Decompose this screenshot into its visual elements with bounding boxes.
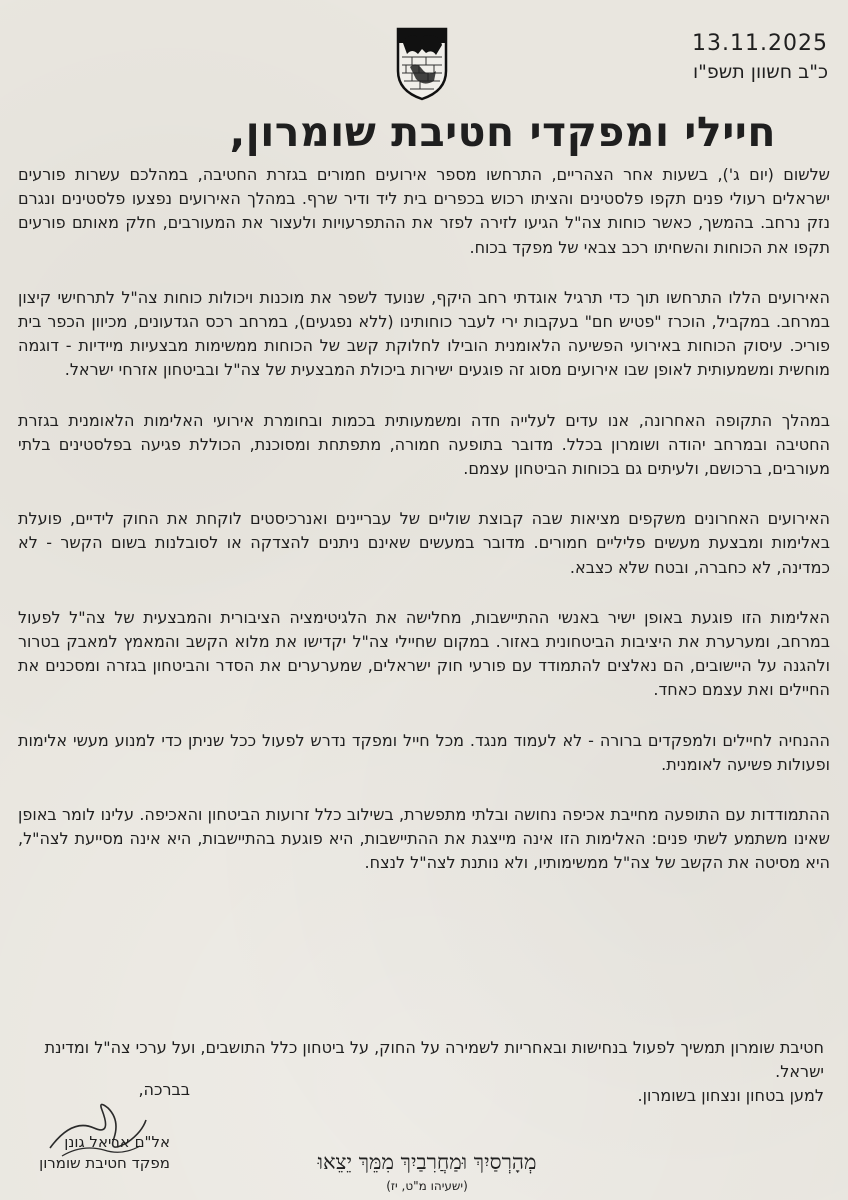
closing-slogan: למען בטחון ונצחון בשומרון. xyxy=(637,1086,824,1106)
body-paragraph-6: ההנחיה לחיילים ולמפקדים ברורה - לא לעמוד מנגד. מכל חייל ומפקד נדרש לפעול ככל שניתן כדי למנוע מעשי אלימות ופעולות פשיעה לאומנית. xyxy=(18,730,830,774)
letter-body xyxy=(18,163,830,902)
signatory-role: מפקד חטיבת שומרון xyxy=(39,1154,170,1172)
body-paragraph-1: שלשום (יום ג'), בשעות אחר הצהריים, התרחשו מספר אירועים חמורים בגזרת החטיבה, במהלכם עשרות פורעים ישראלים רעולי פנים תקפו פלסטינים והציתו רכוש בכפרים בית ליד ודיר שרף. במהלך האירועים נפצעו פלסטינים ונגרם נזק נרחב. בהמשך, כאשר כוחות צה"ל הגיעו לזירה לפזר את ההתפרעויות ולעצור את המעורבים, חלק מאותם פורעים תקפו את הכוחות והשחיתו רכב צבאי של מפקד בכוח. xyxy=(18,165,830,257)
greeting: בברכה, xyxy=(138,1080,190,1099)
date-hebrew: כ"ב חשוון תשפ"ו xyxy=(693,61,828,83)
signatory-name: אל"ם אריאל גונן xyxy=(64,1133,170,1151)
signature-block xyxy=(14,1132,170,1174)
date-block xyxy=(598,30,828,85)
page-title: חיילי ומפקדי חטיבת שומרון, xyxy=(229,108,776,156)
verse-text: מְהָרְסַיִךְ וּמַחֲרִבַיִךְ מִמֵּךְ יֵצֵאוּ xyxy=(317,1150,537,1174)
verse-source: (ישעיהו מ"ט, יז) xyxy=(386,1179,468,1193)
closing-paragraph: חטיבת שומרון תמשיך לפעול בנחישות ובאחריות לשמירה על החוק, על ביטחון כלל התושבים, ועל ערכי צה"ל ומדינת ישראל. xyxy=(44,1038,824,1082)
date-gregorian: 13.11.2025 xyxy=(692,31,828,56)
body-paragraph-3: במהלך התקופה האחרונה, אנו עדים לעלייה חדה ומשמעותית בכמות ובחומרת אירועי האלימות הלאומנית בגזרת החטיבה ובמרחב יהודה ושומרון בכלל. מדובר בתופעה חמורה, מתפתחת ומסוכנת, הכוללת פגיעה בפלסטינים בלתי מעורבים, ברכושם, ולעיתים גם בכוחות הביטחון עצמם. xyxy=(18,410,830,479)
body-paragraph-7: ההתמודדות עם התופעה מחייבת אכיפה נחושה ובלתי מתפשרת, בשילוב כלל זרועות הביטחון והאכיפה. עלינו לומר באופן שאינו משתמע לשתי פנים: האלימות הזו אינה מייצגת את ההתיישבות, היא פוגעת בהתיישבות, היא אינה מסייעת לצה"ל, היא מסיטה את הקשב של צה"ל ממשימותיו, ולא נותנת לצה"ל לנצח. xyxy=(18,805,830,873)
body-paragraph-2: האירועים הללו התרחשו תוך כדי תרגיל אוגדתי רחב היקף, שנועד לשפר את מוכנות ויכולות כוחות צה"ל לתרחישי קיצון במרחב. במקביל, הוכרז "פטיש חם" בעקבות ירי לעבר כוחותינו (ללא נפגעים), במרחב רכס הגדעונים, מכיוון הכפר בית פוריכ. עיסוק הכוחות באירועי הפשיעה הלאומנית הובילו לחלוקת קשב של הכוחות ממשימות מבצעיות מיידיות - דוגמה מוחשית ומשמעותית לאופן שבו אירועים מסוג זה פוגעים ישירות ביכולת המבצעית של צה"ל ובביטחון אזרחי ישראל. xyxy=(18,287,830,380)
body-paragraph-5: האלימות הזו פוגעת באופן ישיר באנשי ההתיישבות, מחלישה את הלגיטימציה הציבורית והמבצעית של צה"ל לפעול במרחב, ומערערת את היציבות הביטחונית באזור. במקום שחיילי צה"ל יקדישו את מלוא הקשב והמאמץ למאבק בטרור ולהגנה על היישובים, הם נאלצים להתמודד עם פורעי חוק ישראלים, שמערערים את הסדר והביטחון בגזרה ומסכנים את החיילים ואת עצמם כאחד. xyxy=(18,607,830,700)
verse-block xyxy=(262,1148,592,1194)
brigade-emblem-icon xyxy=(396,27,448,101)
body-paragraph-4: האירועים האחרונים משקפים מציאות שבה קבוצת שוליים של עבריינים ואנרכיסטים לוקחת את החוק לידיים, פועלת באלימות ומבצעת מעשים פליליים חמורים. מדובר במעשים שאינם ניתנים להצדקה או לסובלנות בשום הקשר - לא כמדינה, לא כחברה, ובטח שלא כצבא. xyxy=(18,509,830,577)
